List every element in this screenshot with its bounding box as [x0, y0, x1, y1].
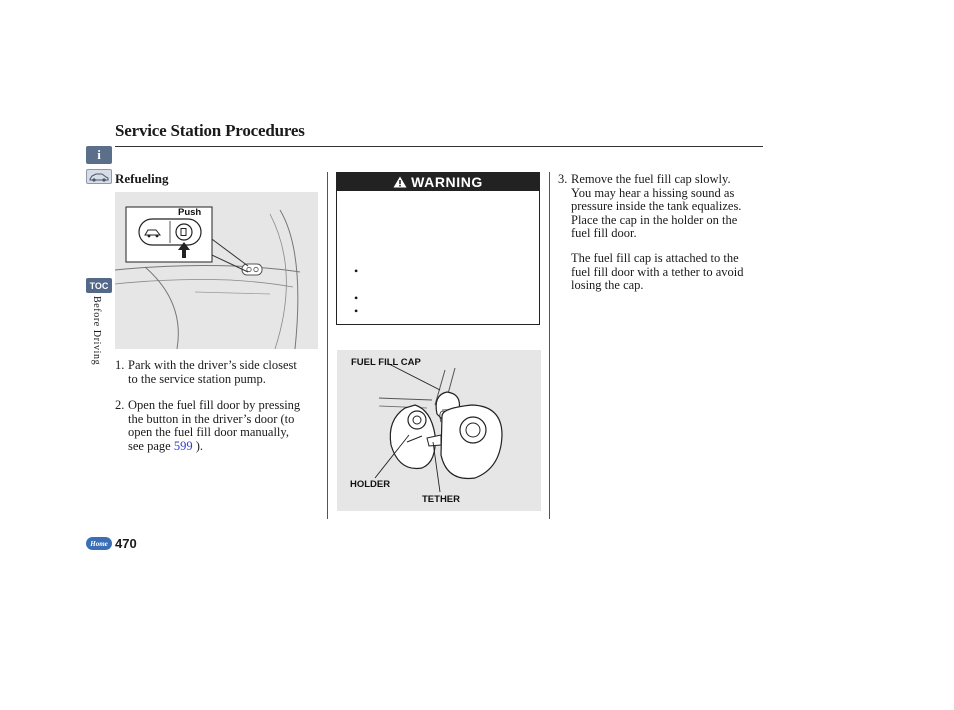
- note-line-2: fuel fill door with a tether to avoid: [571, 264, 744, 279]
- note-line-3: losing the cap.: [571, 278, 644, 292]
- step-1-number: 1.: [115, 358, 125, 372]
- warning-header-text: WARNING: [411, 174, 483, 190]
- step-2-line-4: [128, 440, 203, 454]
- step-2: [115, 399, 325, 455]
- column-divider-2: [549, 172, 550, 519]
- push-label: Push: [178, 207, 202, 218]
- warning-triangle-icon: [393, 176, 407, 188]
- step-3: [558, 173, 763, 243]
- step-3-line-3: pressure inside the tank equalizes.: [571, 199, 742, 213]
- warning-bullet-1: •: [354, 264, 359, 278]
- step-3-number: 3.: [558, 172, 568, 186]
- title-rule: [115, 146, 763, 147]
- page-599-link[interactable]: 599: [173, 438, 193, 453]
- step-2-line-4-tail: ).: [192, 438, 203, 453]
- section-label-vertical: Before Driving: [91, 296, 102, 366]
- step-1-line-1: Park with the driver’s side closest: [128, 358, 297, 372]
- page-title: Service Station Procedures: [115, 121, 305, 140]
- step-2-line-1: Open the fuel fill door by pressing: [128, 398, 301, 412]
- step-2-line-4-text: see page: [128, 438, 174, 453]
- warning-bullet-2: •: [354, 291, 359, 305]
- step-3-line-2: You may hear a hissing sound as: [571, 185, 735, 200]
- fuel-door-button-figure: [115, 192, 318, 349]
- step-2-line-3: open the fuel fill door manually,: [128, 425, 289, 439]
- cap-tether-note: [558, 252, 763, 294]
- step-1-line-2: to the service station pump.: [128, 371, 266, 386]
- info-icon-glyph: i: [97, 147, 101, 162]
- step-3-line-5: fuel fill door.: [571, 226, 637, 240]
- fuel-fill-cap-label: FUEL FILL CAP: [351, 357, 421, 368]
- section-title: Refueling: [115, 171, 169, 186]
- holder-label: HOLDER: [350, 479, 391, 490]
- note-line-1: The fuel fill cap is attached to the: [571, 251, 739, 265]
- fuel-door-button-illustration: [115, 192, 318, 349]
- step-2-line-2: the button in the driver’s door (to: [128, 411, 295, 426]
- car-icon[interactable]: [86, 169, 112, 184]
- warning-bullet-3: •: [354, 304, 359, 318]
- step-3-line-1: Remove the fuel fill cap slowly.: [571, 172, 731, 186]
- column-divider-1: [327, 172, 328, 519]
- fuel-cap-figure: [337, 350, 541, 511]
- car-icon-graphic: [88, 171, 110, 182]
- info-icon[interactable]: [86, 146, 112, 164]
- warning-box: [336, 172, 540, 325]
- page-number: 470: [115, 536, 137, 551]
- home-label: Home: [90, 539, 108, 548]
- step-2-number: 2.: [115, 398, 125, 412]
- step-1: [115, 359, 320, 389]
- toc-label: TOC: [89, 280, 109, 291]
- toc-button[interactable]: [86, 278, 112, 293]
- tether-label: TETHER: [422, 494, 460, 505]
- step-3-line-4: Place the cap in the holder on the: [571, 212, 738, 227]
- home-button[interactable]: [86, 537, 112, 550]
- warning-header: [337, 173, 539, 191]
